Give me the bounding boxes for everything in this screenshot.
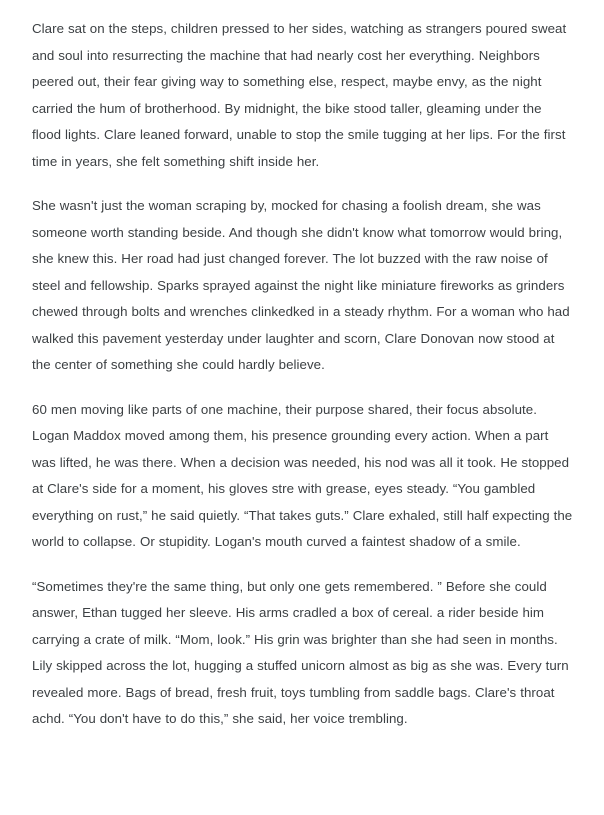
- paragraph: Clare sat on the steps, children pressed to her sides, watching as strangers poured sweat and soul into resurrecting the machine that had nearly cost her everything. Neighbors peered out, their fear giving way to something else, respect, maybe envy, as the night carried the hum of brotherhood. By midnight, the bike stood taller, gleaming under the flood lights. Clare leaned forward, unable to stop the smile tugging at her lips. For the first time in years, she felt something shift inside her.: [32, 21, 567, 169]
- article-body: [32, 16, 574, 733]
- paragraph: 60 men moving like parts of one machine, their purpose shared, their focus absolute. Logan Maddox moved among them, his presence grounding every action. When a part was lifted, he was there. When a decision was needed, his nod was all it took. He stopped at Clare's side for a moment, his gloves stre with grease, eyes steady. “You gambled everything on rust,” he said quietly. “That takes guts.” Clare exhaled, still half expecting the world to collapse. Or stupidity. Logan's mouth curved a faintest shadow of a smile.: [32, 401, 573, 549]
- paragraph: “Sometimes they're the same thing, but only one gets remembered. ” Before she could answer, Ethan tugged her sleeve. His arms cradled a box of cereal. a rider beside him carrying a crate of milk. “Mom, look.” His grin was brighter than she had seen in months. Lily skipped across the lot, hugging a stuffed unicorn almost as big as she was. Every turn revealed more. Bags of bread, fresh fruit, toys tumbling from saddle bags. Clare's throat achd. “You don't have to do this,” she said, her voice trembling.: [32, 578, 569, 726]
- paragraph: She wasn't just the woman scraping by, mocked for chasing a foolish dream, she was someone worth standing beside. And though she didn't know what tomorrow would bring, she knew this. Her road had just changed forever. The lot buzzed with the raw noise of steel and fellowship. Sparks sprayed against the night like miniature fireworks as grinders chewed through bolts and wrenches clinkedked in a steady rhythm. For a woman who had walked this pavement yesterday under laughter and scorn, Clare Donovan now stood at the center of something she could hardly believe.: [32, 198, 570, 372]
